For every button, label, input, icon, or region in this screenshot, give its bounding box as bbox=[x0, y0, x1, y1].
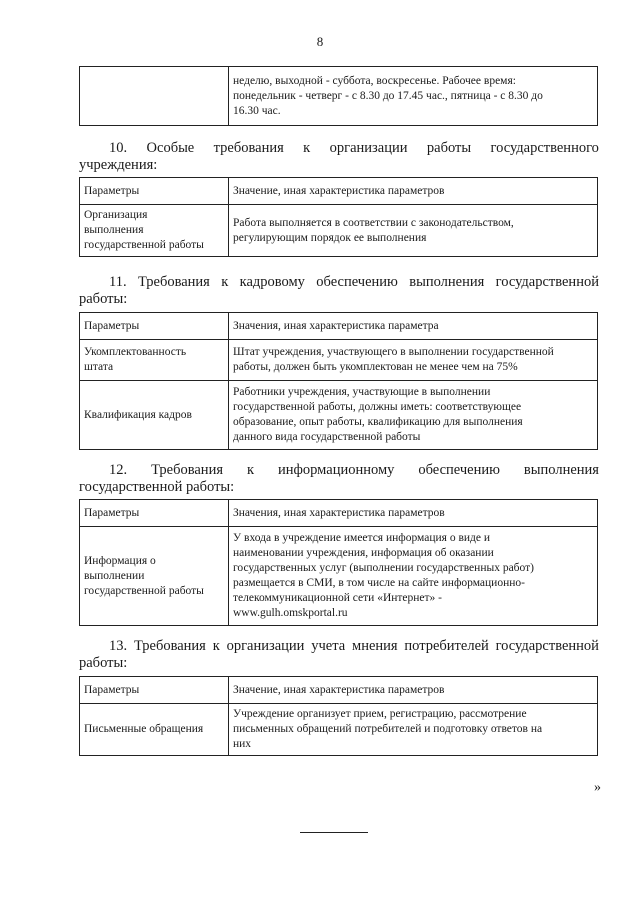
text-line: государственных услуг (выполнении государственных работ) bbox=[233, 562, 534, 574]
heading-word: государственного bbox=[490, 140, 599, 156]
param-cell bbox=[80, 205, 229, 257]
heading-word: 11. bbox=[109, 274, 127, 290]
text-line: них bbox=[233, 738, 252, 750]
header-cell-values: Значение, иная характеристика параметров bbox=[229, 178, 598, 205]
heading-word: Требования bbox=[137, 274, 210, 290]
param-cell bbox=[80, 704, 229, 756]
text-line: Информация о bbox=[84, 554, 156, 567]
text-line: наименовании учреждения, информация об оказании bbox=[233, 547, 494, 559]
heading-word: к bbox=[212, 638, 220, 654]
header-cell-values: Значения, иная характеристика параметров bbox=[229, 500, 598, 527]
heading-continuation: работы: bbox=[79, 655, 128, 671]
header-cell-params: Параметры bbox=[80, 500, 229, 527]
closing-quote-mark: » bbox=[594, 780, 601, 795]
heading-word: требования bbox=[213, 140, 284, 156]
table-header-row bbox=[80, 313, 598, 340]
text-line: государственной работы bbox=[84, 239, 204, 251]
heading-word: 13. bbox=[109, 638, 128, 654]
text-line: www.gulh.omskportal.ru bbox=[233, 607, 348, 619]
text-line: образование, опыт работы, квалификацию для выполнения bbox=[233, 416, 523, 428]
text-line: государственной работы, должны иметь: соответствующее bbox=[233, 401, 522, 413]
heading-word: государственной bbox=[495, 638, 599, 654]
text-line: Штат учреждения, участвующего в выполнении государственной bbox=[233, 346, 554, 358]
heading-word: мнения bbox=[352, 638, 398, 654]
value-cell bbox=[229, 704, 598, 756]
heading-word: обеспечению bbox=[316, 274, 398, 290]
table-row bbox=[80, 527, 598, 626]
text-line: телекоммуникационной сети «Интернет» - bbox=[233, 592, 443, 604]
heading-word: организации bbox=[226, 638, 305, 654]
heading-word: к bbox=[246, 462, 255, 478]
heading-word: Требования bbox=[133, 638, 206, 654]
header-cell-params: Параметры bbox=[80, 677, 229, 704]
text-line: выполнения bbox=[84, 224, 144, 236]
heading-word: Требования bbox=[151, 462, 223, 478]
heading-continuation: работы: bbox=[79, 291, 128, 307]
heading-word: к bbox=[221, 274, 229, 290]
section-11-heading bbox=[79, 274, 599, 308]
text-line: работы, должен быть укомплектован не менее чем на 75% bbox=[233, 361, 518, 373]
text-line: государственной работы bbox=[84, 584, 204, 597]
table-row bbox=[80, 205, 598, 257]
text-line: Учреждение организует прием, регистрацию, рассмотрение bbox=[233, 708, 527, 720]
text-line: регулирующим порядок ее выполнения bbox=[233, 231, 427, 244]
text-line: понедельник - четверг - с 8.30 до 17.45 час., пятница - с 8.30 до bbox=[233, 89, 543, 102]
section-10-heading bbox=[79, 140, 599, 174]
heading-word: 12. bbox=[109, 462, 128, 478]
param-cell bbox=[80, 340, 229, 381]
table-header-row bbox=[80, 500, 598, 527]
heading-word: информационному bbox=[277, 462, 395, 478]
heading-word: 10. bbox=[109, 140, 128, 156]
header-cell-values: Значения, иная характеристика параметра bbox=[229, 313, 598, 340]
text-line: Письменные обращения bbox=[84, 723, 204, 735]
param-cell bbox=[80, 527, 229, 626]
heading-word: обеспечению bbox=[418, 462, 500, 478]
page-number: 8 bbox=[316, 34, 324, 49]
header-cell-params: Параметры bbox=[80, 178, 229, 205]
text-line: размещается в СМИ, в том числе на сайте информационно- bbox=[233, 577, 525, 589]
text-line: письменных обращений потребителей и подготовку ответов на bbox=[233, 723, 543, 735]
value-cell bbox=[229, 381, 598, 450]
value-cell bbox=[229, 340, 598, 381]
table-header-row bbox=[80, 677, 598, 704]
text-line: штата bbox=[84, 361, 114, 373]
heading-word: учета bbox=[311, 638, 346, 654]
heading-word: кадровому bbox=[239, 274, 305, 290]
text-line: Работа выполняется в соответствии с законодательством, bbox=[233, 216, 514, 229]
top-continuation-table bbox=[79, 66, 598, 126]
section-13-heading bbox=[79, 638, 599, 672]
header-cell-values: Значение, иная характеристика параметров bbox=[229, 677, 598, 704]
heading-word: Особые bbox=[146, 140, 195, 156]
section-11-table bbox=[79, 312, 598, 450]
text-line: Работники учреждения, участвующие в выполнении bbox=[233, 386, 491, 398]
text-line: Укомплектованность bbox=[84, 346, 187, 358]
table-header-row bbox=[80, 178, 598, 205]
heading-word: выполнения bbox=[409, 274, 485, 290]
heading-continuation: государственной работы: bbox=[79, 479, 235, 495]
table-row bbox=[80, 340, 598, 381]
text-line: Организация bbox=[84, 209, 148, 221]
section-12-table bbox=[79, 499, 598, 626]
section-13-table bbox=[79, 676, 598, 756]
value-cell bbox=[229, 67, 598, 126]
table-row bbox=[80, 381, 598, 450]
section-10-table bbox=[79, 177, 598, 257]
text-line: У входа в учреждение имеется информация о виде и bbox=[233, 532, 491, 544]
heading-word: работы bbox=[426, 140, 472, 156]
table-row bbox=[80, 67, 598, 126]
empty-param-cell bbox=[80, 67, 229, 126]
heading-word: к bbox=[303, 140, 311, 156]
param-cell bbox=[80, 381, 229, 450]
header-cell-params: Параметры bbox=[80, 313, 229, 340]
value-cell bbox=[229, 205, 598, 257]
text-line: Квалификация кадров bbox=[84, 408, 192, 421]
heading-word: выполнения bbox=[523, 462, 599, 478]
heading-continuation: учреждения: bbox=[79, 157, 158, 173]
heading-word: организации bbox=[329, 140, 408, 156]
footer-divider bbox=[300, 832, 368, 833]
text-line: неделю, выходной - суббота, воскресенье. Рабочее время: bbox=[233, 74, 516, 87]
table-row bbox=[80, 704, 598, 756]
heading-word: государственной bbox=[495, 274, 599, 290]
text-line: выполнении bbox=[84, 569, 145, 582]
text-line: данного вида государственной работы bbox=[233, 431, 421, 443]
heading-word: потребителей bbox=[404, 638, 489, 654]
text-line: 16.30 час. bbox=[233, 104, 281, 117]
section-12-heading bbox=[79, 462, 599, 496]
value-cell bbox=[229, 527, 598, 626]
